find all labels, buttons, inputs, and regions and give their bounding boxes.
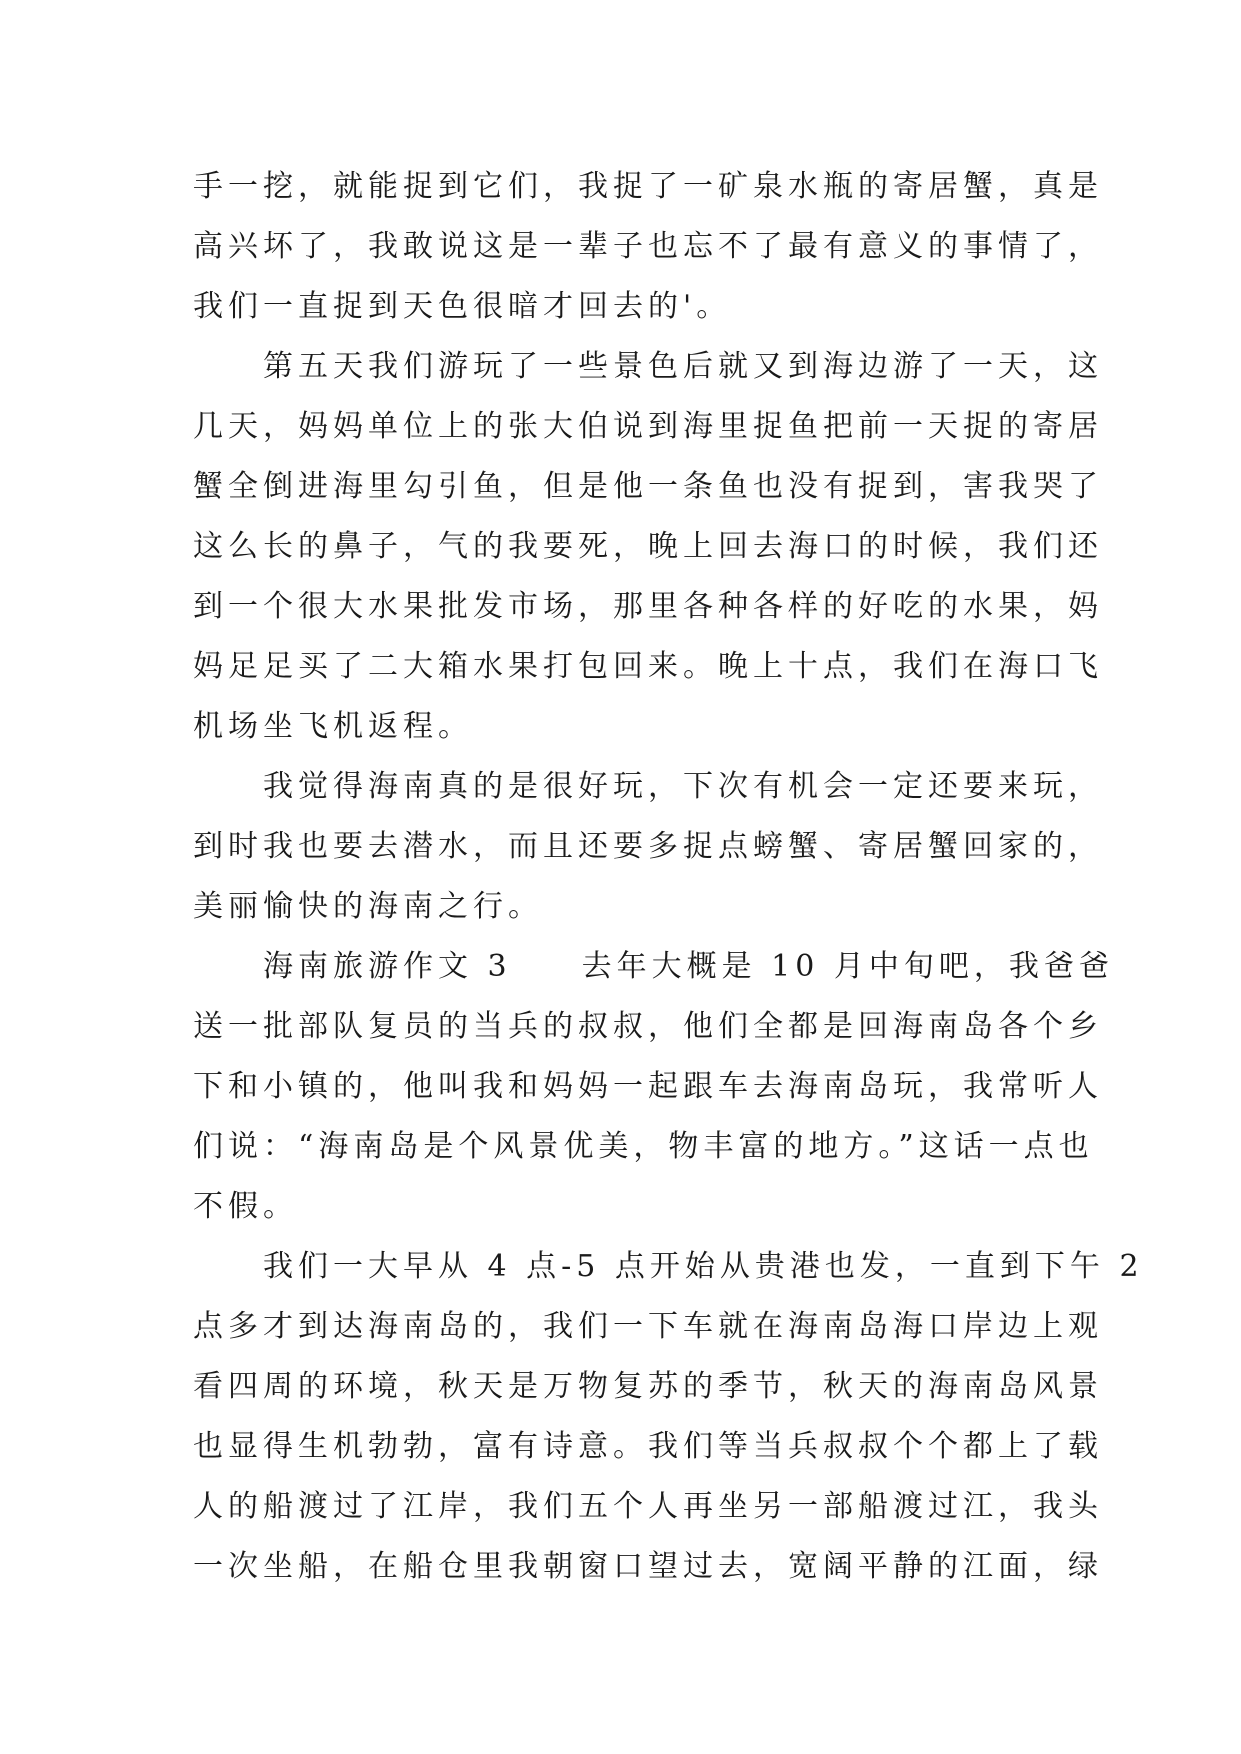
- text-line: 不假。: [193, 1189, 298, 1224]
- text-line: 几天，妈妈单位上的张大伯说到海里捉鱼把前一天捉的寄居: [193, 409, 1103, 444]
- text-line: 下和小镇的，他叫我和妈妈一起跟车去海南岛玩，我常听人: [193, 1069, 1103, 1104]
- text-line: 也显得生机勃勃，富有诗意。我们等当兵叔叔个个都上了载: [193, 1429, 1103, 1464]
- text-line: 一次坐船，在船仓里我朝窗口望过去，宽阔平静的江面，绿: [193, 1549, 1103, 1584]
- text-line: 们说：“海南岛是个风景优美，物丰富的地方。”这话一点也: [193, 1129, 1094, 1164]
- text-line: 到一个很大水果批发市场，那里各种各样的好吃的水果，妈: [193, 589, 1103, 624]
- text-line: 机场坐飞机返程。: [193, 709, 473, 744]
- essay-body: [193, 157, 1144, 1597]
- section-heading-line: 海南旅游作文 3 去年大概是 10 月中旬吧，我爸爸: [193, 949, 1114, 984]
- paragraph-start-line: 我们一大早从 4 点-5 点开始从贵港也发，一直到下午 2: [193, 1249, 1144, 1284]
- text-line: 看四周的环境，秋天是万物复苏的季节，秋天的海南岛风景: [193, 1369, 1103, 1404]
- text-line: 到时我也要去潜水，而且还要多捉点螃蟹、寄居蟹回家的，: [193, 829, 1103, 864]
- text-line: 这么长的鼻子，气的我要死，晚上回去海口的时候，我们还: [193, 529, 1103, 564]
- text-line: 手一挖，就能捉到它们，我捉了一矿泉水瓶的寄居蟹，真是: [193, 169, 1103, 204]
- text-line: 蟹全倒进海里勾引鱼，但是他一条鱼也没有捉到，害我哭了: [193, 469, 1103, 504]
- text-line: 美丽愉快的海南之行。: [193, 889, 543, 924]
- paragraph-start-line: 我觉得海南真的是很好玩，下次有机会一定还要来玩，: [193, 769, 1103, 804]
- text-line: 点多才到达海南岛的，我们一下车就在海南岛海口岸边上观: [193, 1309, 1103, 1344]
- paragraph-start-line: 第五天我们游玩了一些景色后就又到海边游了一天，这: [193, 349, 1103, 384]
- text-line: 人的船渡过了江岸，我们五个人再坐另一部船渡过江，我头: [193, 1489, 1103, 1524]
- text-line: 高兴坏了，我敢说这是一辈子也忘不了最有意义的事情了，: [193, 229, 1103, 264]
- text-line: 我们一直捉到天色很暗才回去的'。: [193, 289, 732, 324]
- text-line: 送一批部队复员的当兵的叔叔，他们全都是回海南岛各个乡: [193, 1009, 1103, 1044]
- text-line: 妈足足买了二大箱水果打包回来。晚上十点，我们在海口飞: [193, 649, 1103, 684]
